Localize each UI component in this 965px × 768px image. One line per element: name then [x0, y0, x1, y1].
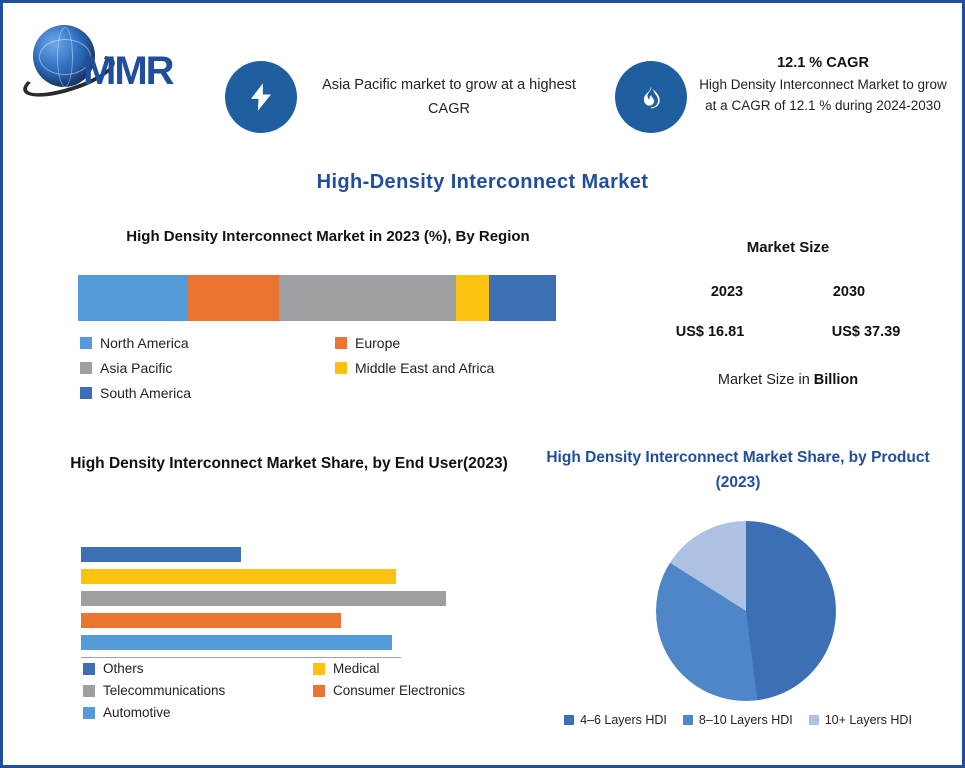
legend-label: Middle East and Africa	[355, 360, 495, 376]
enduser-share-chart	[59, 451, 519, 720]
legend-swatch-icon	[83, 707, 95, 719]
legend-label: South America	[100, 385, 192, 401]
region-chart-title: High Density Interconnect Market in 2023 (%), By Region	[126, 228, 530, 245]
legend-label: 8–10 Layers HDI	[698, 713, 793, 727]
legend-item-consumer-electronics	[313, 683, 465, 698]
legend-label: Asia Pacific	[100, 360, 173, 376]
region-segment-asia-pacific	[279, 275, 456, 321]
market-size-heading: Market Size	[746, 239, 830, 256]
legend-swatch-icon	[80, 337, 92, 349]
cagr-subtitle: High Density Interconnect Market to grow at a CAGR of 12.1 % during 2024-2030	[699, 77, 947, 113]
enduser-bars	[81, 547, 501, 657]
product-share-chart	[523, 445, 953, 727]
enduser-bar-consumer-electronics	[81, 613, 341, 628]
market-size-footnote-prefix: Market Size in	[717, 372, 814, 388]
highlight-badge-cagr-value-text	[697, 55, 949, 116]
legend-swatch-icon	[83, 663, 95, 675]
legend-swatch-icon	[83, 685, 95, 697]
market-size-year-2030: 2030	[832, 284, 866, 300]
enduser-bar-telecommunications	[81, 591, 446, 606]
region-segment-middle-east-africa	[456, 275, 489, 321]
enduser-bar-row-telecommunications	[81, 591, 501, 606]
legend-item-8-10-layers-hdi	[683, 713, 793, 727]
market-size-years	[623, 284, 953, 300]
legend-item-europe	[335, 335, 400, 351]
legend-label: 4–6 Layers HDI	[580, 713, 667, 727]
page-title: High-Density Interconnect Market	[316, 171, 649, 193]
legend-row	[80, 360, 600, 376]
highlight-badge-cagr-value	[615, 61, 687, 133]
legend-item-10-plus-layers-hdi	[809, 713, 912, 727]
enduser-bar-automotive	[81, 635, 392, 650]
product-pie	[656, 521, 836, 701]
legend-row	[83, 683, 543, 698]
region-stacked-bar	[78, 275, 556, 321]
highlight-badge-cagr-region	[225, 61, 297, 133]
region-segment-europe	[188, 275, 279, 321]
legend-item-asia-pacific	[80, 360, 335, 376]
enduser-axis-line	[81, 657, 401, 658]
enduser-chart-title: High Density Interconnect Market Share, by End User(2023)	[70, 455, 508, 472]
legend-swatch-icon	[313, 685, 325, 697]
flame-icon	[638, 80, 664, 114]
enduser-bar-row-automotive	[81, 635, 501, 650]
market-size-year-2023: 2023	[710, 284, 744, 300]
product-chart-title: High Density Interconnect Market Share, by Product (2023)	[546, 449, 930, 491]
enduser-bar-medical	[81, 569, 396, 584]
legend-swatch-icon	[335, 337, 347, 349]
product-legend	[523, 713, 953, 727]
logo-text: MMR	[83, 49, 173, 93]
legend-swatch-icon	[313, 663, 325, 675]
enduser-bar-row-medical	[81, 569, 501, 584]
market-size-values	[623, 324, 953, 340]
legend-swatch-icon	[80, 387, 92, 399]
legend-label: Europe	[355, 335, 401, 351]
region-legend	[80, 335, 600, 410]
legend-label: Telecommunications	[103, 683, 226, 698]
legend-item-4-6-layers-hdi	[564, 713, 667, 727]
legend-item-others	[83, 661, 313, 676]
enduser-bar-others	[81, 547, 241, 562]
enduser-bar-row-consumer-electronics	[81, 613, 501, 628]
region-share-chart	[58, 225, 588, 401]
market-size-value-2030: US$ 37.39	[831, 324, 901, 340]
market-size-footnote	[623, 372, 953, 388]
region-segment-south-america	[489, 275, 556, 321]
market-size-value-2023: US$ 16.81	[675, 324, 745, 340]
legend-row	[83, 705, 543, 720]
legend-row	[80, 385, 600, 401]
legend-label: Others	[103, 661, 144, 676]
legend-item-middle-east-and-africa	[335, 360, 494, 376]
legend-row	[83, 661, 543, 676]
cagr-title: 12.1 % CAGR	[777, 55, 869, 71]
legend-label: 10+ Layers HDI	[824, 713, 912, 727]
legend-swatch-icon	[564, 715, 574, 725]
legend-swatch-icon	[335, 362, 347, 374]
legend-swatch-icon	[809, 715, 819, 725]
legend-item-south-america	[80, 385, 335, 401]
legend-swatch-icon	[80, 362, 92, 374]
enduser-legend	[83, 661, 543, 727]
legend-item-medical	[313, 661, 380, 676]
legend-swatch-icon	[683, 715, 693, 725]
legend-item-automotive	[83, 705, 313, 720]
header	[3, 3, 962, 151]
legend-item-north-america	[80, 335, 335, 351]
legend-label: Automotive	[103, 705, 171, 720]
legend-item-telecommunications	[83, 683, 313, 698]
legend-label: North America	[100, 335, 189, 351]
enduser-bar-row-others	[81, 547, 501, 562]
legend-label: Consumer Electronics	[333, 683, 466, 698]
market-size-panel	[623, 239, 953, 388]
mmr-logo	[21, 21, 216, 101]
market-size-footnote-unit: Billion	[813, 372, 859, 388]
highlight-badge-cagr-region-text: Asia Pacific market to grow at a highest CAGR	[322, 77, 576, 117]
legend-row	[80, 335, 600, 351]
legend-label: Medical	[333, 661, 380, 676]
lightning-bolt-icon	[246, 80, 276, 114]
region-segment-north-america	[78, 275, 188, 321]
